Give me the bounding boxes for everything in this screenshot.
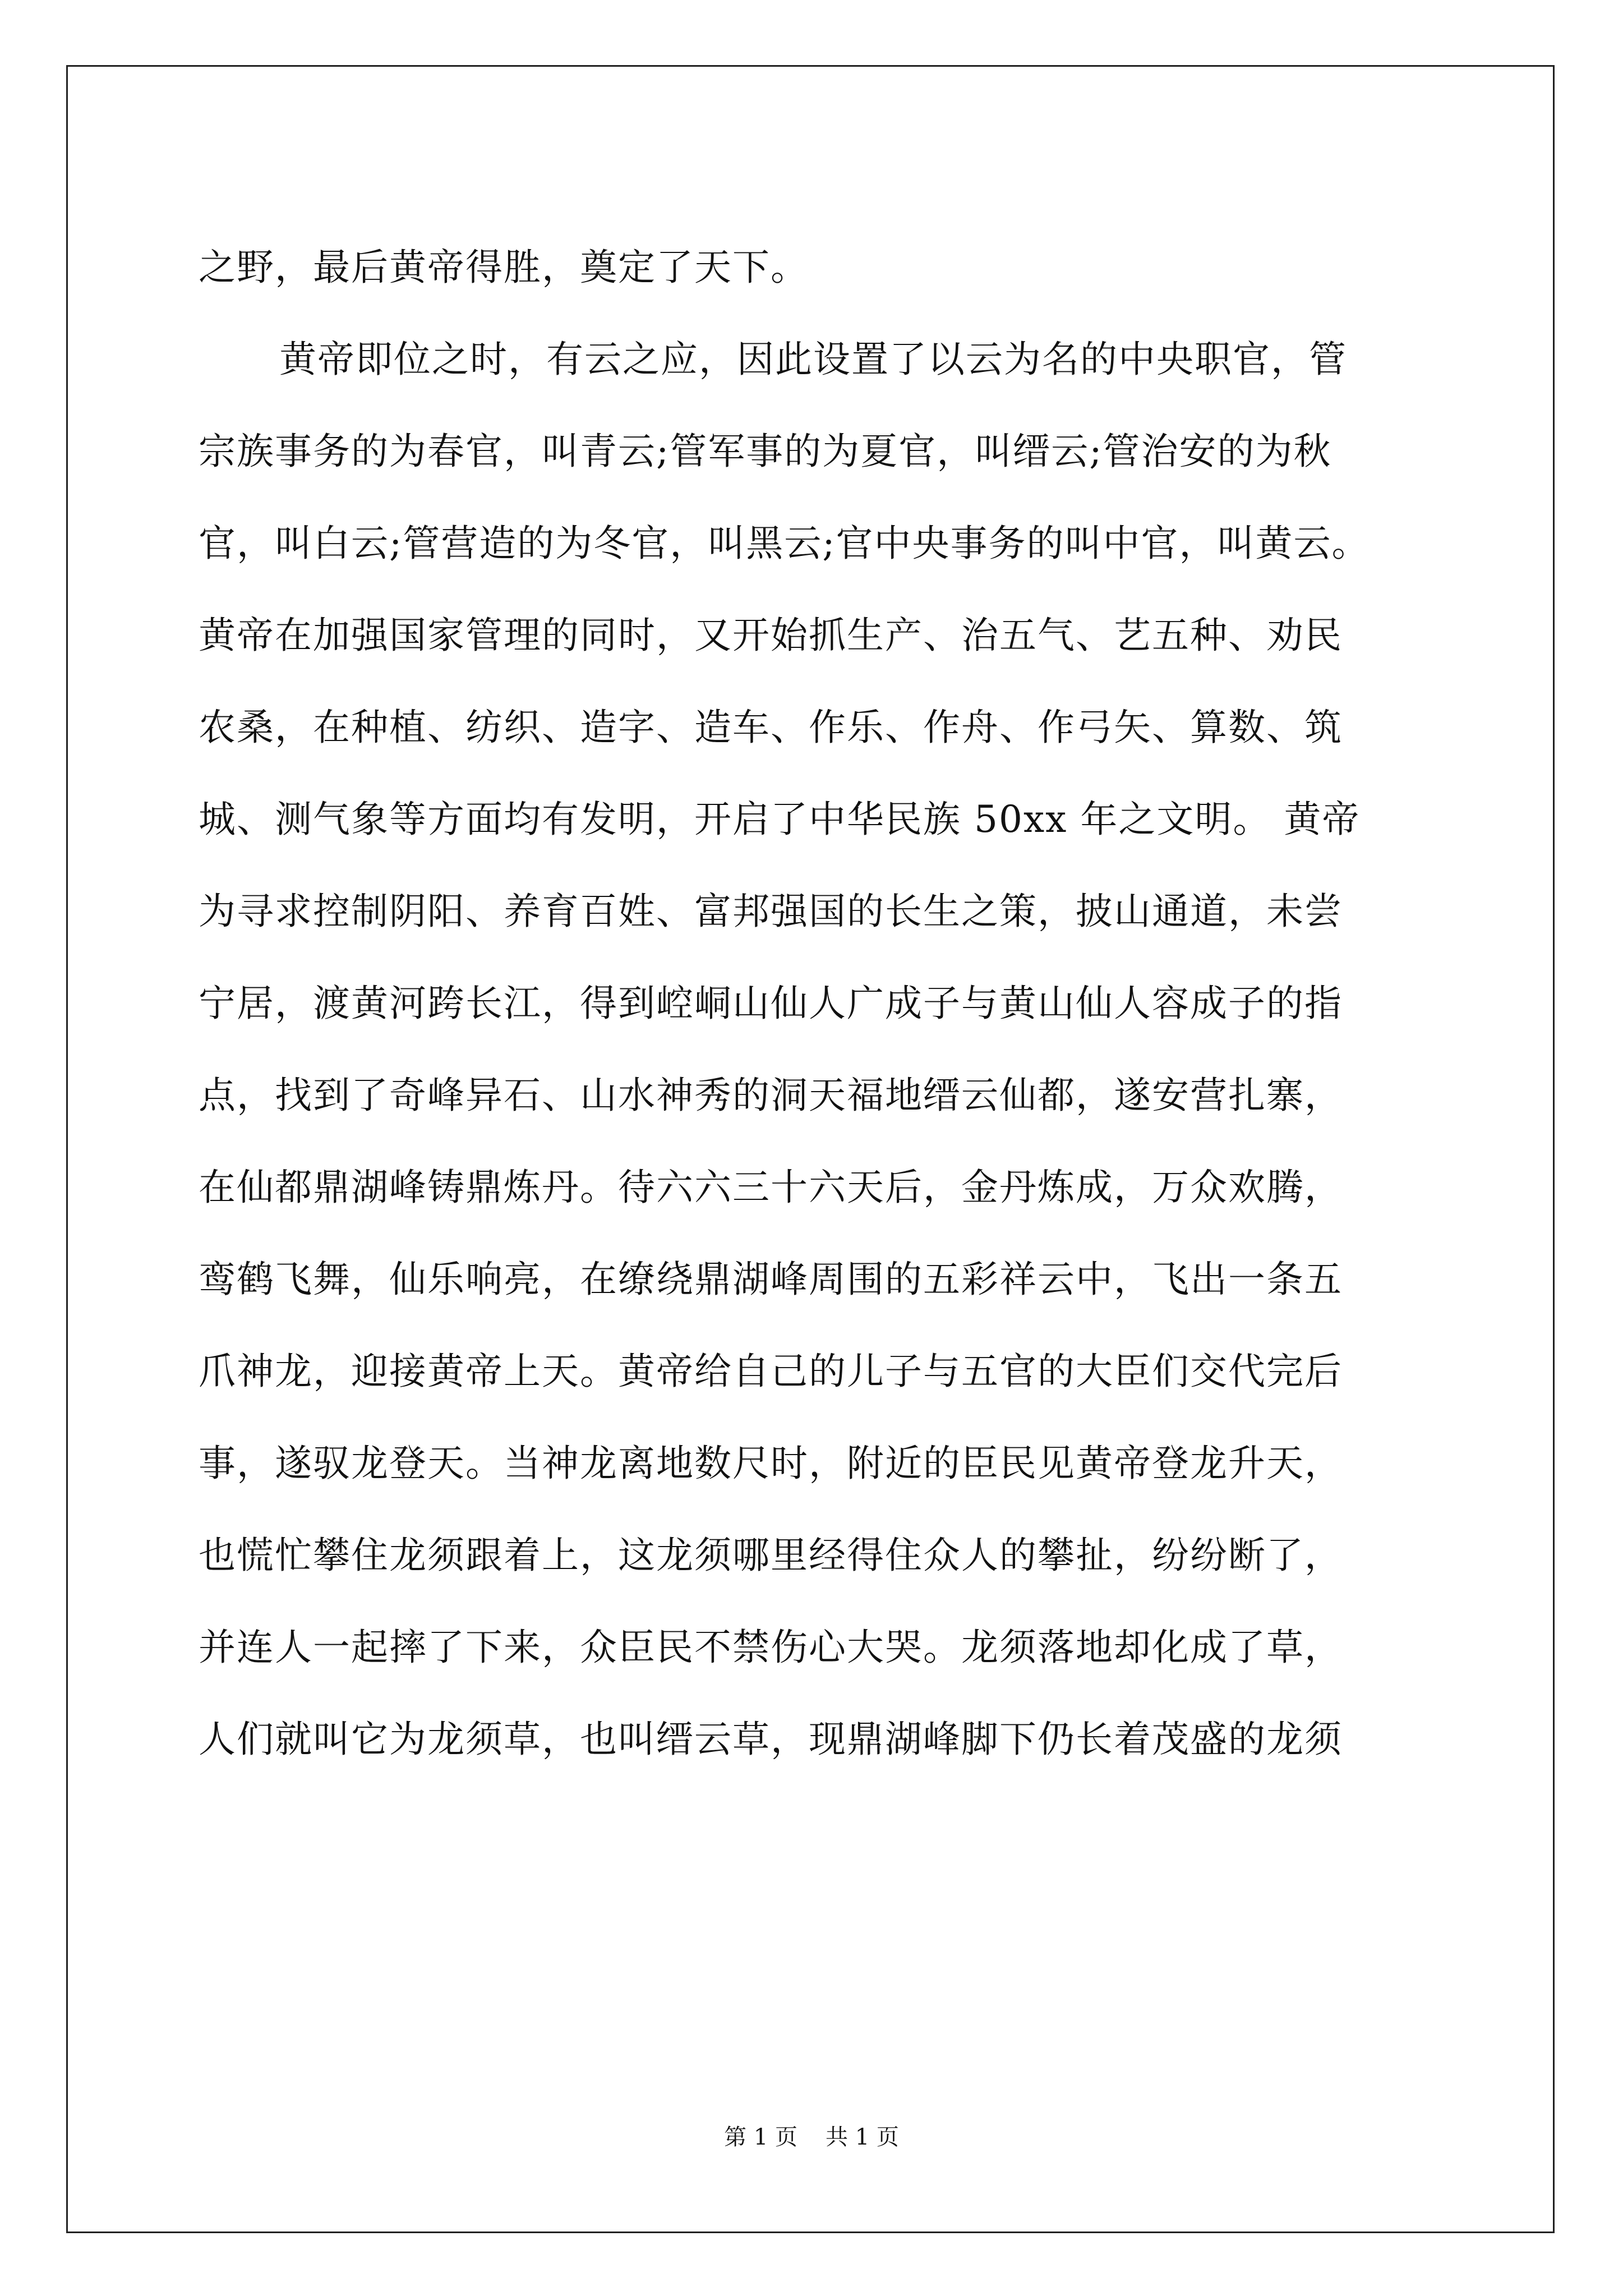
text-line-2: 黄帝即位之时，有云之应，因此设置了以云为名的中央职官，管: [279, 338, 1347, 381]
text-line-8: 为寻求控制阴阳、养育百姓、富邦强国的长生之策，披山通道，未尝: [199, 890, 1343, 933]
document-body: [199, 222, 1432, 1786]
text-line-1: 之野，最后黄帝得胜，奠定了天下。: [199, 246, 809, 289]
text-line-17: 人们就叫它为龙须草，也叫缙云草，现鼎湖峰脚下仍长着茂盛的龙须: [199, 1718, 1343, 1761]
text-line-7: 城、测气象等方面均有发明，开启了中华民族 50xx 年之文明。 黄帝: [199, 798, 1361, 841]
text-line-3: 宗族事务的为春官，叫青云;管军事的为夏官，叫缙云;管治安的为秋: [199, 430, 1332, 473]
text-line-14: 事，遂驭龙登天。当神龙离地数尺时，附近的臣民见黄帝登龙升天，: [199, 1442, 1343, 1485]
text-line-12: 鸾鹤飞舞，仙乐响亮，在缭绕鼎湖峰周围的五彩祥云中，飞出一条五: [199, 1258, 1343, 1301]
page-number: 第 1 页: [724, 2124, 797, 2150]
text-line-15: 也慌忙攀住龙须跟着上，这龙须哪里经得住众人的攀扯，纷纷断了，: [199, 1534, 1343, 1577]
page-footer: [0, 2119, 1623, 2151]
text-line-4: 官，叫白云;管营造的为冬官，叫黑云;官中央事务的叫中官，叫黄云。: [199, 522, 1370, 565]
text-line-16: 并连人一起摔了下来，众臣民不禁伤心大哭。龙须落地却化成了草，: [199, 1626, 1343, 1669]
text-line-13: 爪神龙，迎接黄帝上天。黄帝给自己的儿子与五官的大臣们交代完后: [199, 1350, 1343, 1393]
text-line-6: 农桑，在种植、纺织、造字、造车、作乐、作舟、作弓矢、算数、筑: [199, 706, 1343, 749]
page-total: 共 1 页: [826, 2124, 899, 2150]
text-line-10: 点，找到了奇峰异石、山水神秀的洞天福地缙云仙都，遂安营扎寨，: [199, 1074, 1343, 1117]
text-line-11: 在仙都鼎湖峰铸鼎炼丹。待六六三十六天后，金丹炼成，万众欢腾，: [199, 1166, 1343, 1209]
text-line-9: 宁居，渡黄河跨长江，得到崆峒山仙人广成子与黄山仙人容成子的指: [199, 982, 1343, 1025]
text-line-5: 黄帝在加强国家管理的同时，又开始抓生产、治五气、艺五种、劝民: [199, 614, 1343, 657]
